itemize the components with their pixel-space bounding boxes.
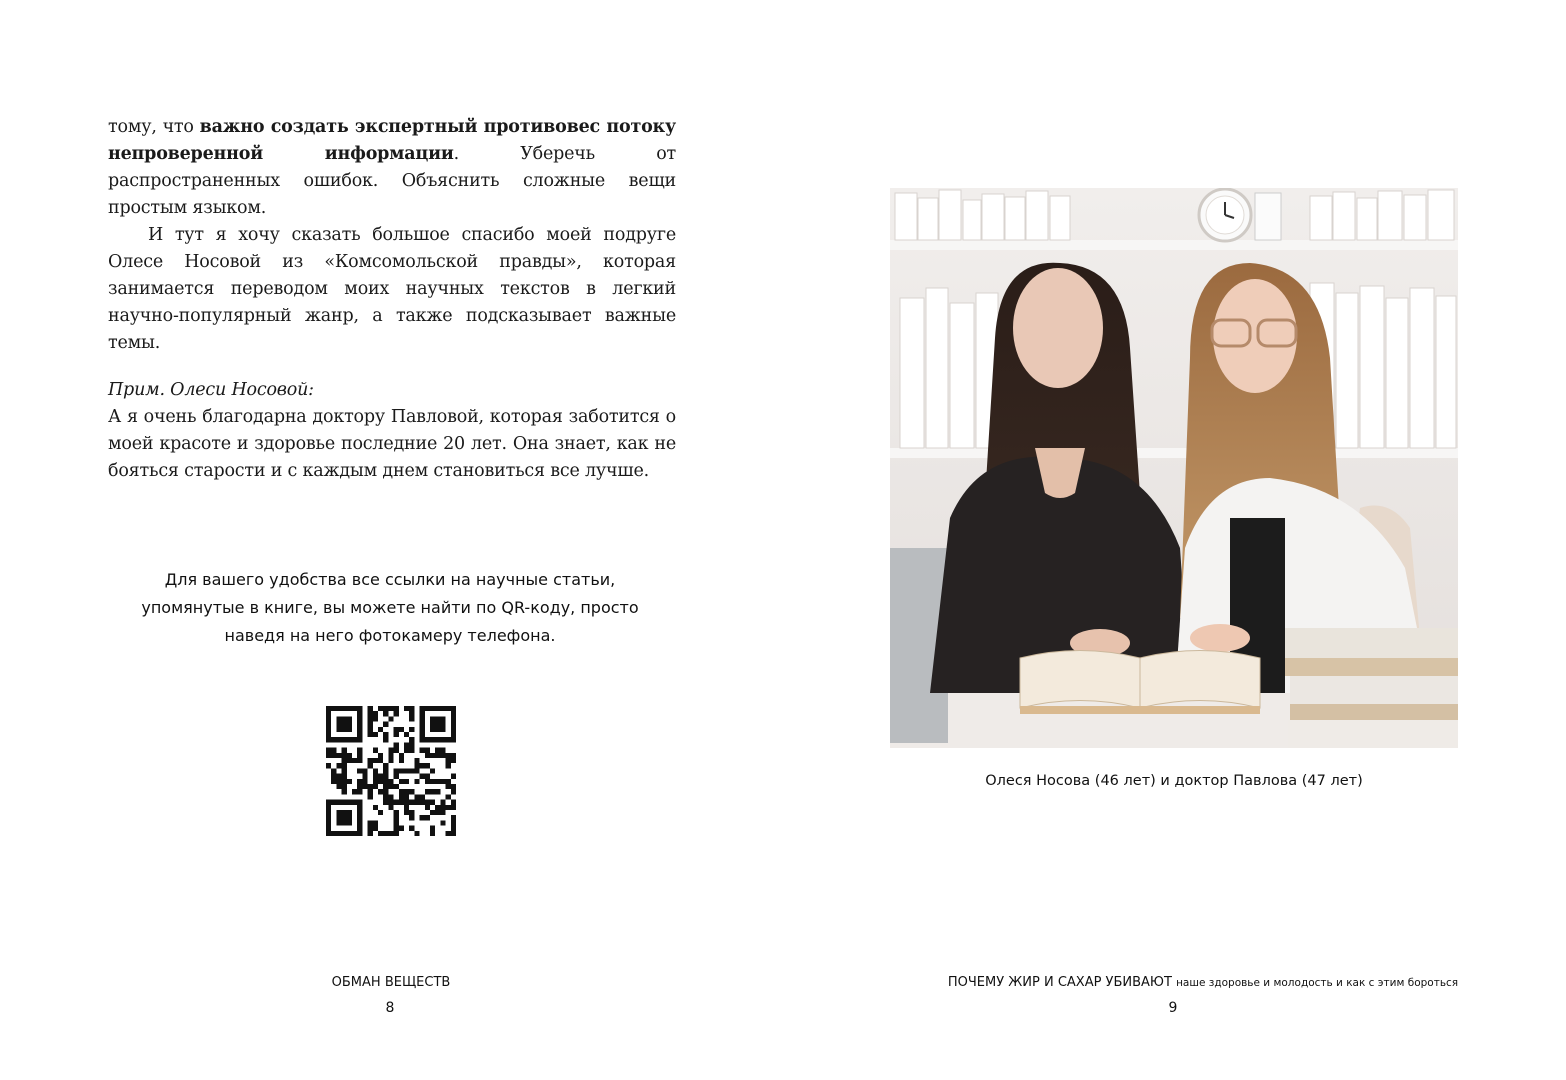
author-photo xyxy=(890,188,1458,748)
right-page xyxy=(783,0,1566,1080)
running-footer-title-sub: наше здоровье и молодость и как с этим бороться xyxy=(1176,977,1459,989)
page-number: 8 xyxy=(385,1000,395,1016)
qr-caption-line: наведя на него фотокамеру телефона. xyxy=(224,626,556,645)
page-number: 9 xyxy=(1168,1000,1178,1016)
body-text xyxy=(108,114,676,485)
running-footer-title: ОБМАН ВЕЩЕСТВ xyxy=(331,975,451,990)
qr-caption xyxy=(100,566,680,650)
paragraph-3: А я очень благодарна доктору Павловой, которая заботится о моей красоте и здоровье последние 20 лет. Она знает, как не бояться старости и с каждым днем становиться все лучше. xyxy=(108,407,676,481)
paragraph-2: И тут я хочу сказать большое спасибо моей подруге Олесе Носовой из «Комсомольской правды», которая занимается переводом моих научных текстов в легкий научно-популярный жанр, а также подсказывает важные темы. xyxy=(108,225,676,353)
qr-caption-line: Для вашего удобства все ссылки на научные статьи, xyxy=(164,570,616,589)
qr-code-icon[interactable] xyxy=(326,706,456,836)
photo-caption: Олеся Носова (46 лет) и доктор Павлова (47 лет) xyxy=(985,773,1363,789)
qr-caption-line: упомянутые в книге, вы можете найти по QR-коду, просто xyxy=(141,598,639,617)
running-footer-title xyxy=(843,975,1563,990)
paragraph-1-end: . Уберечь от распространенных ошибок. Объяснить сложные вещи простым языком. xyxy=(108,144,677,218)
running-footer-title-main: ПОЧЕМУ ЖИР И САХАР УБИВАЮТ xyxy=(947,975,1172,990)
note-label: Прим. Олеси Носовой: xyxy=(108,380,314,400)
photo-illustration xyxy=(890,188,1458,748)
paragraph-1-start: тому, что xyxy=(108,117,200,137)
paragraph-1 xyxy=(108,114,676,222)
paragraph-1-bold: важно создать экспертный противовес потоку непроверенной информации xyxy=(108,117,676,164)
